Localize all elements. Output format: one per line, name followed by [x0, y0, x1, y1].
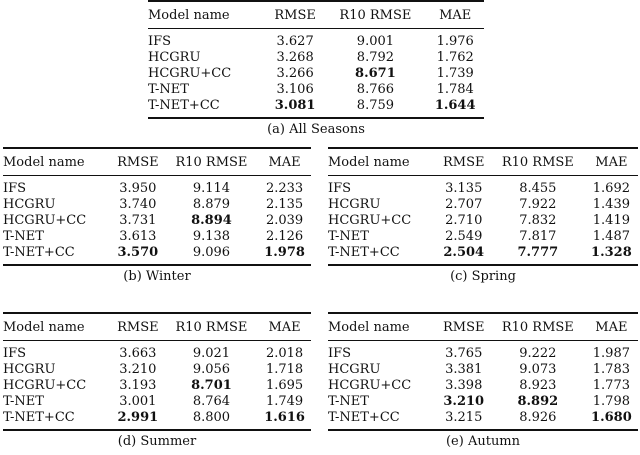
- table-row: [3, 229, 311, 245]
- column-header: Model name: [3, 320, 85, 335]
- table-row: [328, 229, 638, 245]
- rmse-cell: 3.740: [119, 197, 157, 212]
- r10-cell: 8.800: [192, 410, 231, 425]
- header-row: [148, 1, 484, 29]
- model-name-cell: IFS: [148, 34, 172, 49]
- column-header: R10 RMSE: [501, 155, 574, 170]
- results-table: [148, 0, 484, 119]
- table-row: [3, 378, 311, 394]
- model-name-cell: IFS: [3, 346, 27, 361]
- table-caption: (d) Summer: [117, 434, 197, 449]
- column-header: R10 RMSE: [339, 8, 412, 23]
- column-header: R10 RMSE: [501, 320, 574, 335]
- table-summer: [3, 312, 311, 449]
- results-table: [3, 312, 311, 431]
- model-name-cell: HCGRU+CC: [328, 378, 412, 393]
- header-row: [3, 148, 311, 176]
- model-name-cell: HCGRU+CC: [3, 213, 87, 228]
- column-header: RMSE: [274, 8, 316, 23]
- rmse-cell: 3.193: [119, 378, 157, 393]
- header-row: [328, 148, 638, 176]
- model-name-cell: HCGRU: [3, 197, 56, 212]
- table-all-seasons: [148, 0, 484, 137]
- table-row: [148, 29, 484, 51]
- r10-cell: 9.073: [519, 362, 557, 377]
- table-row: [3, 197, 311, 213]
- mae-cell: 2.135: [265, 197, 304, 212]
- column-header: RMSE: [442, 320, 485, 335]
- r10-cell: 9.021: [192, 346, 231, 361]
- column-header: R10 RMSE: [175, 320, 248, 335]
- table-row: [3, 176, 311, 198]
- rmse-cell: 3.001: [119, 394, 157, 409]
- table-row: [328, 362, 638, 378]
- model-name-cell: T-NET: [3, 394, 44, 409]
- table-caption: (a) All Seasons: [267, 122, 365, 137]
- table-caption: (c) Spring: [450, 269, 516, 284]
- column-header: RMSE: [117, 320, 159, 335]
- mae-cell: 1.773: [592, 378, 630, 393]
- r10-cell: 9.056: [192, 362, 231, 377]
- model-name-cell: T-NET: [328, 394, 369, 409]
- mae-cell: 1.419: [592, 213, 630, 228]
- r10-cell: 7.922: [519, 197, 557, 212]
- model-name-cell: HCGRU: [148, 50, 201, 65]
- model-name-cell: T-NET+CC: [148, 98, 220, 113]
- mae-cell: 1.798: [592, 394, 630, 409]
- mae-cell: 2.126: [265, 229, 304, 244]
- rmse-cell: 3.135: [445, 181, 483, 196]
- rmse-cell: 2.707: [445, 197, 483, 212]
- table-row: [3, 410, 311, 430]
- rmse-cell: 3.210: [119, 362, 157, 377]
- table-row: [328, 378, 638, 394]
- rmse-cell: 2.504: [443, 245, 485, 260]
- column-header: RMSE: [117, 155, 159, 170]
- model-name-cell: IFS: [328, 346, 352, 361]
- mae-cell: 2.018: [265, 346, 304, 361]
- r10-cell: 9.096: [192, 245, 231, 260]
- table-row: [3, 245, 311, 265]
- table-row: [328, 394, 638, 410]
- mae-cell: 2.039: [265, 213, 304, 228]
- r10-cell: 8.892: [517, 394, 559, 409]
- mae-cell: 1.692: [592, 181, 630, 196]
- r10-cell: 8.455: [519, 181, 557, 196]
- table-caption: (b) Winter: [123, 269, 191, 284]
- mae-cell: 1.695: [265, 378, 304, 393]
- rmse-cell: 3.663: [119, 346, 157, 361]
- table-row: [148, 98, 484, 118]
- table-row: [148, 50, 484, 66]
- rmse-cell: 3.268: [276, 50, 314, 65]
- rmse-cell: 3.627: [276, 34, 314, 49]
- table-row: [328, 410, 638, 430]
- column-header: MAE: [268, 320, 301, 335]
- r10-cell: 8.926: [519, 410, 557, 425]
- rmse-cell: 3.106: [276, 82, 314, 97]
- table-caption: (e) Autumn: [445, 434, 521, 449]
- r10-cell: 8.792: [356, 50, 395, 65]
- rmse-cell: 2.710: [445, 213, 483, 228]
- rmse-cell: 3.765: [445, 346, 483, 361]
- mae-cell: 1.616: [264, 410, 305, 425]
- r10-cell: 8.701: [191, 378, 232, 393]
- model-name-cell: HCGRU+CC: [148, 66, 232, 81]
- mae-cell: 1.680: [591, 410, 632, 425]
- model-name-cell: HCGRU: [328, 197, 381, 212]
- table-spring: [328, 147, 638, 284]
- table-row: [3, 341, 311, 363]
- model-name-cell: HCGRU: [328, 362, 381, 377]
- table-row: [3, 362, 311, 378]
- column-header: Model name: [148, 8, 230, 23]
- r10-cell: 8.766: [356, 82, 395, 97]
- mae-cell: 1.783: [592, 362, 630, 377]
- r10-cell: 7.817: [519, 229, 557, 244]
- model-name-cell: HCGRU+CC: [328, 213, 412, 228]
- rmse-cell: 2.991: [117, 410, 159, 425]
- model-name-cell: IFS: [328, 181, 352, 196]
- model-name-cell: T-NET+CC: [328, 410, 400, 425]
- table-row: [3, 213, 311, 229]
- mae-cell: 1.644: [434, 98, 476, 113]
- model-name-cell: T-NET+CC: [3, 245, 75, 260]
- table-row: [328, 213, 638, 229]
- r10-cell: 8.671: [355, 66, 396, 81]
- r10-cell: 8.879: [192, 197, 231, 212]
- rmse-cell: 3.215: [445, 410, 483, 425]
- table-row: [3, 394, 311, 410]
- mae-cell: 2.233: [265, 181, 304, 196]
- column-header: MAE: [595, 320, 628, 335]
- r10-cell: 7.832: [519, 213, 557, 228]
- model-name-cell: HCGRU+CC: [3, 378, 87, 393]
- r10-cell: 7.777: [517, 245, 559, 260]
- table-row: [328, 176, 638, 198]
- header-row: [3, 313, 311, 341]
- table-row: [328, 341, 638, 363]
- mae-cell: 1.718: [265, 362, 304, 377]
- rmse-cell: 3.570: [117, 245, 159, 260]
- results-table: [3, 147, 311, 266]
- header-row: [328, 313, 638, 341]
- rmse-cell: 2.549: [445, 229, 483, 244]
- r10-cell: 9.138: [192, 229, 231, 244]
- rmse-cell: 3.266: [276, 66, 314, 81]
- model-name-cell: IFS: [3, 181, 27, 196]
- mae-cell: 1.987: [592, 346, 630, 361]
- table-row: [328, 197, 638, 213]
- results-table: [328, 312, 638, 431]
- r10-cell: 9.001: [356, 34, 395, 49]
- mae-cell: 1.978: [264, 245, 305, 260]
- column-header: Model name: [328, 320, 410, 335]
- mae-cell: 1.749: [265, 394, 304, 409]
- table-row: [148, 66, 484, 82]
- r10-cell: 8.764: [192, 394, 231, 409]
- mae-cell: 1.739: [436, 66, 474, 81]
- rmse-cell: 3.613: [119, 229, 157, 244]
- r10-cell: 8.923: [519, 378, 557, 393]
- results-table: [328, 147, 638, 266]
- rmse-cell: 3.950: [119, 181, 157, 196]
- model-name-cell: T-NET: [328, 229, 369, 244]
- mae-cell: 1.762: [436, 50, 474, 65]
- mae-cell: 1.487: [592, 229, 630, 244]
- model-name-cell: HCGRU: [3, 362, 56, 377]
- rmse-cell: 3.081: [274, 98, 316, 113]
- column-header: MAE: [595, 155, 628, 170]
- mae-cell: 1.439: [592, 197, 630, 212]
- column-header: MAE: [439, 8, 472, 23]
- mae-cell: 1.328: [591, 245, 632, 260]
- r10-cell: 9.222: [519, 346, 557, 361]
- model-name-cell: T-NET: [148, 82, 189, 97]
- column-header: MAE: [268, 155, 301, 170]
- model-name-cell: T-NET+CC: [328, 245, 400, 260]
- rmse-cell: 3.398: [445, 378, 483, 393]
- table-row: [328, 245, 638, 265]
- mae-cell: 1.976: [436, 34, 474, 49]
- column-header: RMSE: [442, 155, 485, 170]
- rmse-cell: 3.731: [119, 213, 157, 228]
- r10-cell: 8.894: [191, 213, 232, 228]
- column-header: Model name: [3, 155, 85, 170]
- model-name-cell: T-NET+CC: [3, 410, 75, 425]
- table-row: [148, 82, 484, 98]
- column-header: Model name: [328, 155, 410, 170]
- column-header: R10 RMSE: [175, 155, 248, 170]
- model-name-cell: T-NET: [3, 229, 44, 244]
- rmse-cell: 3.381: [445, 362, 483, 377]
- table-winter: [3, 147, 311, 284]
- r10-cell: 8.759: [356, 98, 395, 113]
- table-autumn: [328, 312, 638, 449]
- rmse-cell: 3.210: [443, 394, 485, 409]
- mae-cell: 1.784: [436, 82, 474, 97]
- r10-cell: 9.114: [192, 181, 231, 196]
